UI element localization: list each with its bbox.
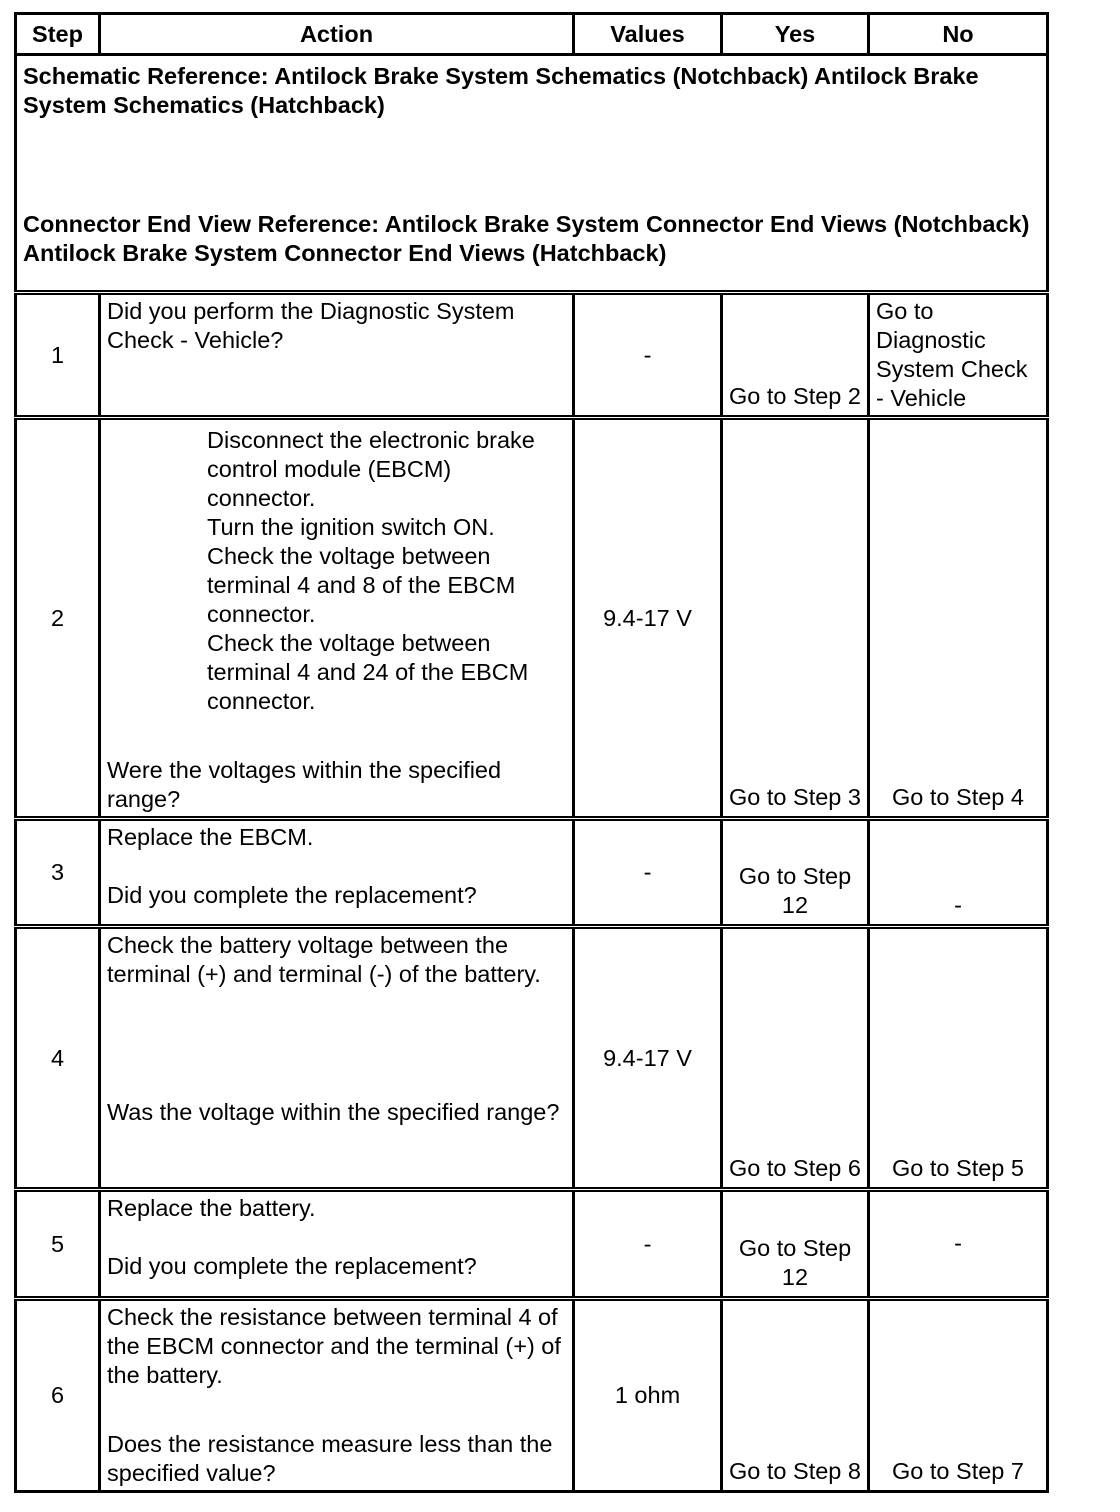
step-number: 5 xyxy=(16,1190,100,1299)
step-number: 2 xyxy=(16,418,100,819)
action-instruction: Replace the battery. xyxy=(107,1195,316,1221)
step-number: 1 xyxy=(16,293,100,418)
header-row xyxy=(16,14,1048,55)
step-no: Go to Step 7 xyxy=(869,1299,1048,1492)
step-row-6 xyxy=(16,1299,1048,1492)
step-number: 3 xyxy=(16,819,100,927)
step-value: - xyxy=(574,1190,722,1299)
action-question: Was the voltage within the specified range? xyxy=(107,1099,560,1125)
step-action xyxy=(100,1299,574,1492)
step-number: 4 xyxy=(16,927,100,1190)
step-value: 9.4-17 V xyxy=(574,418,722,819)
step-row-3 xyxy=(16,819,1048,927)
header-values: Values xyxy=(574,14,722,55)
step-no: Go to Diagnostic System Check - Vehicle xyxy=(869,293,1048,418)
instruction-item: Check the voltage between terminal 4 and 24 of the EBCM connector. xyxy=(207,630,529,714)
diagnostic-table xyxy=(14,12,1049,1493)
step-yes: Go to Step 8 xyxy=(722,1299,869,1492)
step-row-4 xyxy=(16,927,1048,1190)
action-question: Did you complete the replacement? xyxy=(107,1253,477,1279)
step-yes: Go to Step 12 xyxy=(722,1190,869,1299)
step-number: 6 xyxy=(16,1299,100,1492)
action-question: Were the voltages within the specified range? xyxy=(107,757,502,812)
step-value: - xyxy=(574,819,722,927)
step-no: - xyxy=(869,1190,1048,1299)
step-value: 1 ohm xyxy=(574,1299,722,1492)
step-row-5 xyxy=(16,1190,1048,1299)
step-row-2 xyxy=(16,418,1048,819)
step-value: 9.4-17 V xyxy=(574,927,722,1190)
step-action xyxy=(100,1190,574,1299)
step-yes: Go to Step 12 xyxy=(722,819,869,927)
step-action xyxy=(100,293,574,418)
step-action xyxy=(100,927,574,1190)
action-question: Does the resistance measure less than the specified value? xyxy=(107,1431,553,1486)
header-step: Step xyxy=(16,14,100,55)
reference-cell xyxy=(16,55,1048,293)
header-yes: Yes xyxy=(722,14,869,55)
action-instruction: Check the resistance between terminal 4 of the EBCM connector and the terminal (+) of the battery. xyxy=(107,1304,561,1388)
action-question: Did you perform the Diagnostic System Check - Vehicle? xyxy=(107,298,515,353)
step-action xyxy=(100,819,574,927)
instruction-item: Turn the ignition switch ON. xyxy=(207,514,495,540)
instruction-list xyxy=(107,426,566,716)
reference-row xyxy=(16,55,1048,293)
step-row-1 xyxy=(16,293,1048,418)
connector-reference: Connector End View Reference: Antilock Brake System Connector End Views (Notchback) Antilock Brake System Connector End Views (Hatchback) xyxy=(23,211,1030,266)
action-instruction: Replace the EBCM. xyxy=(107,824,314,850)
header-action: Action xyxy=(100,14,574,55)
header-no: No xyxy=(869,14,1048,55)
step-no: Go to Step 5 xyxy=(869,927,1048,1190)
instruction-item: Check the voltage between terminal 4 and 8 of the EBCM connector. xyxy=(207,543,516,627)
step-no: Go to Step 4 xyxy=(869,418,1048,819)
step-value: - xyxy=(574,293,722,418)
action-question: Did you complete the replacement? xyxy=(107,882,477,908)
instruction-item: Disconnect the electronic brake control module (EBCM) connector. xyxy=(207,427,535,511)
action-instruction: Check the battery voltage between the terminal (+) and terminal (-) of the battery. xyxy=(107,932,541,987)
step-yes: Go to Step 2 xyxy=(722,293,869,418)
step-yes: Go to Step 3 xyxy=(722,418,869,819)
step-yes: Go to Step 6 xyxy=(722,927,869,1190)
step-action xyxy=(100,418,574,819)
schematic-reference: Schematic Reference: Antilock Brake System Schematics (Notchback) Antilock Brake System Schematics (Hatchback) xyxy=(23,63,979,118)
step-no: - xyxy=(869,819,1048,927)
